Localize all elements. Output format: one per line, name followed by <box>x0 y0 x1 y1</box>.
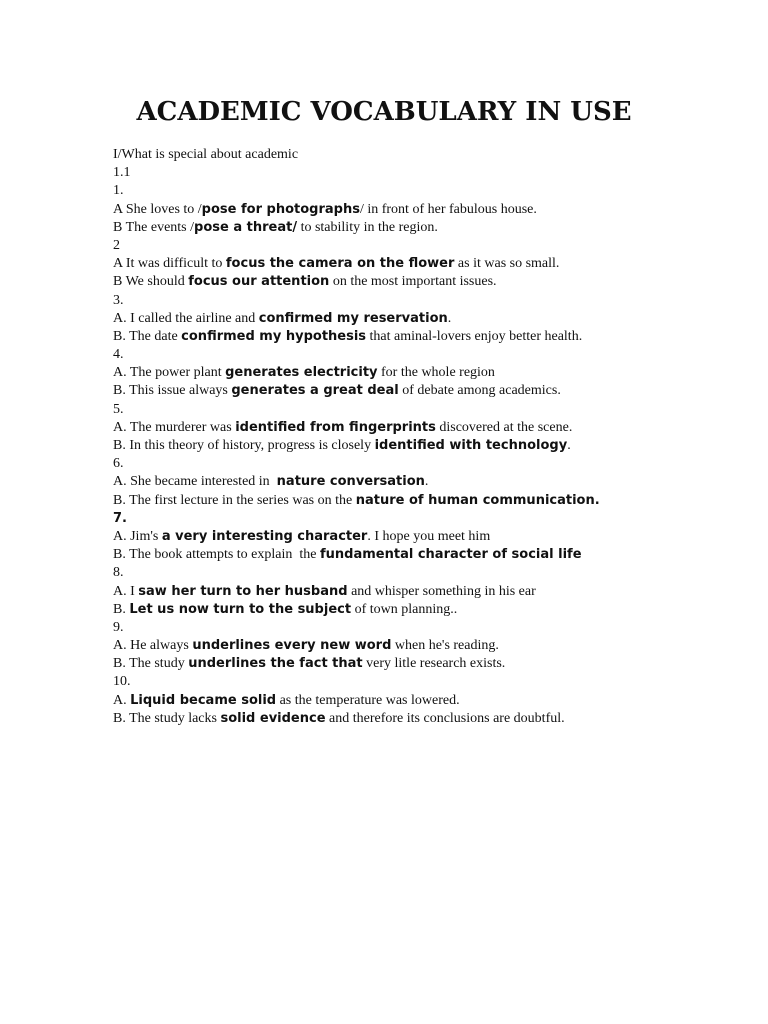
text-line <box>113 528 733 546</box>
text-line <box>113 346 733 364</box>
bold-phrase: generates electricity <box>225 365 378 381</box>
text-line <box>113 583 733 601</box>
text-segment: A. Jim's <box>113 528 162 544</box>
text-line <box>113 310 733 328</box>
text-segment: 4. <box>113 347 124 363</box>
text-segment: . <box>424 474 429 490</box>
text-segment: 6. <box>113 456 124 472</box>
text-line <box>113 146 733 164</box>
text-segment: as the temperature was lowered. <box>276 692 460 708</box>
text-line <box>113 637 733 655</box>
text-segment: 1. <box>113 183 124 199</box>
bold-phrase: focus the camera on the flower <box>225 256 455 272</box>
text-line <box>113 382 733 400</box>
page-title: ACADEMIC VOCABULARY IN USE <box>136 97 632 127</box>
text-segment: B. The study lacks <box>113 710 221 726</box>
text-segment: 3. <box>113 292 124 308</box>
text-line <box>113 182 733 200</box>
bold-phrase: pose a threat/ <box>194 219 298 235</box>
text-segment: discovered at the scene. <box>435 419 573 435</box>
text-segment: when he's reading. <box>391 638 499 654</box>
bold-phrase: generates a great deal <box>231 383 399 399</box>
text-line <box>113 273 733 291</box>
text-segment: B We should <box>113 274 189 290</box>
text-segment: / in front of her fabulous house. <box>359 201 537 217</box>
text-line <box>113 364 733 382</box>
text-line <box>113 201 733 219</box>
text-line <box>113 564 733 582</box>
bold-phrase: pose for photographs <box>201 201 360 217</box>
text-line <box>113 510 733 528</box>
bold-phrase: confirmed my reservation <box>258 310 448 326</box>
bold-phrase: nature conversation <box>276 474 425 490</box>
text-segment: that aminal-lovers enjoy better health. <box>366 328 583 344</box>
text-line <box>113 164 733 182</box>
text-line <box>113 255 733 273</box>
text-segment: B. This issue always <box>113 383 232 399</box>
bold-phrase: confirmed my hypothesis <box>181 328 367 344</box>
text-line <box>113 237 733 255</box>
bold-phrase: focus our attention <box>188 274 330 290</box>
text-segment: to stability in the region. <box>297 219 438 235</box>
bold-phrase: saw her turn to her husband <box>138 583 348 599</box>
bold-phrase: a very interesting character <box>161 528 368 544</box>
text-line <box>113 546 733 564</box>
bold-phrase: nature of human communication. <box>355 492 600 508</box>
text-line <box>113 328 733 346</box>
text-line <box>113 437 733 455</box>
text-segment: B. <box>113 601 130 617</box>
text-line <box>113 473 733 491</box>
text-segment: A. The murderer was <box>113 419 236 435</box>
text-segment: 9. <box>113 619 124 635</box>
text-segment: . <box>447 310 452 326</box>
bold-phrase: identified with technology <box>374 438 568 453</box>
text-segment: . <box>567 438 571 453</box>
text-segment: I/What is special about academic <box>113 147 299 162</box>
bold-phrase: Liquid became solid <box>130 692 277 708</box>
text-segment: 8. <box>113 565 124 581</box>
text-segment: 5. <box>113 401 124 417</box>
text-segment: . I hope you meet him <box>367 528 491 544</box>
text-segment: 2 <box>113 237 120 253</box>
text-segment: for the whole region <box>377 365 495 381</box>
text-line <box>113 419 733 437</box>
text-segment: B. The book attempts to explain the <box>113 547 320 563</box>
text-line <box>113 655 733 673</box>
bold-phrase: fundamental character of social life <box>320 547 582 563</box>
text-segment: A It was difficult to <box>113 256 226 272</box>
text-segment: 1.1 <box>113 165 131 181</box>
text-line <box>113 292 733 310</box>
text-segment: and whisper something in his ear <box>347 583 536 599</box>
bold-phrase: underlines every new word <box>192 638 392 654</box>
text-line <box>113 673 733 691</box>
text-segment: on the most important issues. <box>329 274 497 290</box>
text-segment: B. In this theory of history, progress is closely <box>113 438 375 453</box>
text-line <box>113 692 733 710</box>
text-segment: B The events / <box>113 219 195 235</box>
text-segment: A. The power plant <box>113 365 226 381</box>
text-segment: B. The study <box>113 656 189 672</box>
text-segment: A. I called the airline and <box>113 310 259 326</box>
bold-phrase: 7. <box>113 510 127 526</box>
text-segment: 10. <box>113 674 131 690</box>
text-line <box>113 455 733 473</box>
text-line <box>113 619 733 637</box>
text-line <box>113 601 733 619</box>
document-body <box>113 146 733 728</box>
text-segment: A. He always <box>113 638 193 654</box>
text-segment: as it was so small. <box>454 256 560 272</box>
bold-phrase: solid evidence <box>220 710 326 726</box>
text-segment: A. She became interested in <box>113 474 277 490</box>
text-segment: B. The first lecture in the series was on the <box>113 492 356 508</box>
text-segment: very litle research exists. <box>362 656 506 672</box>
text-segment: A. I <box>113 583 139 599</box>
bold-phrase: identified from fingerprints <box>235 419 436 435</box>
text-segment: A She loves to / <box>113 201 202 217</box>
text-segment: and therefore its conclusions are doubtful. <box>325 710 565 726</box>
text-segment: B. The date <box>113 328 182 344</box>
text-segment: of debate among academics. <box>398 383 561 399</box>
text-line <box>113 492 733 510</box>
bold-phrase: Let us now turn to the subject <box>129 601 352 617</box>
text-segment: A. <box>113 692 131 708</box>
text-line <box>113 710 733 728</box>
text-segment: of town planning.. <box>351 601 458 617</box>
bold-phrase: underlines the fact that <box>188 656 363 672</box>
text-line <box>113 401 733 419</box>
text-line <box>113 219 733 237</box>
